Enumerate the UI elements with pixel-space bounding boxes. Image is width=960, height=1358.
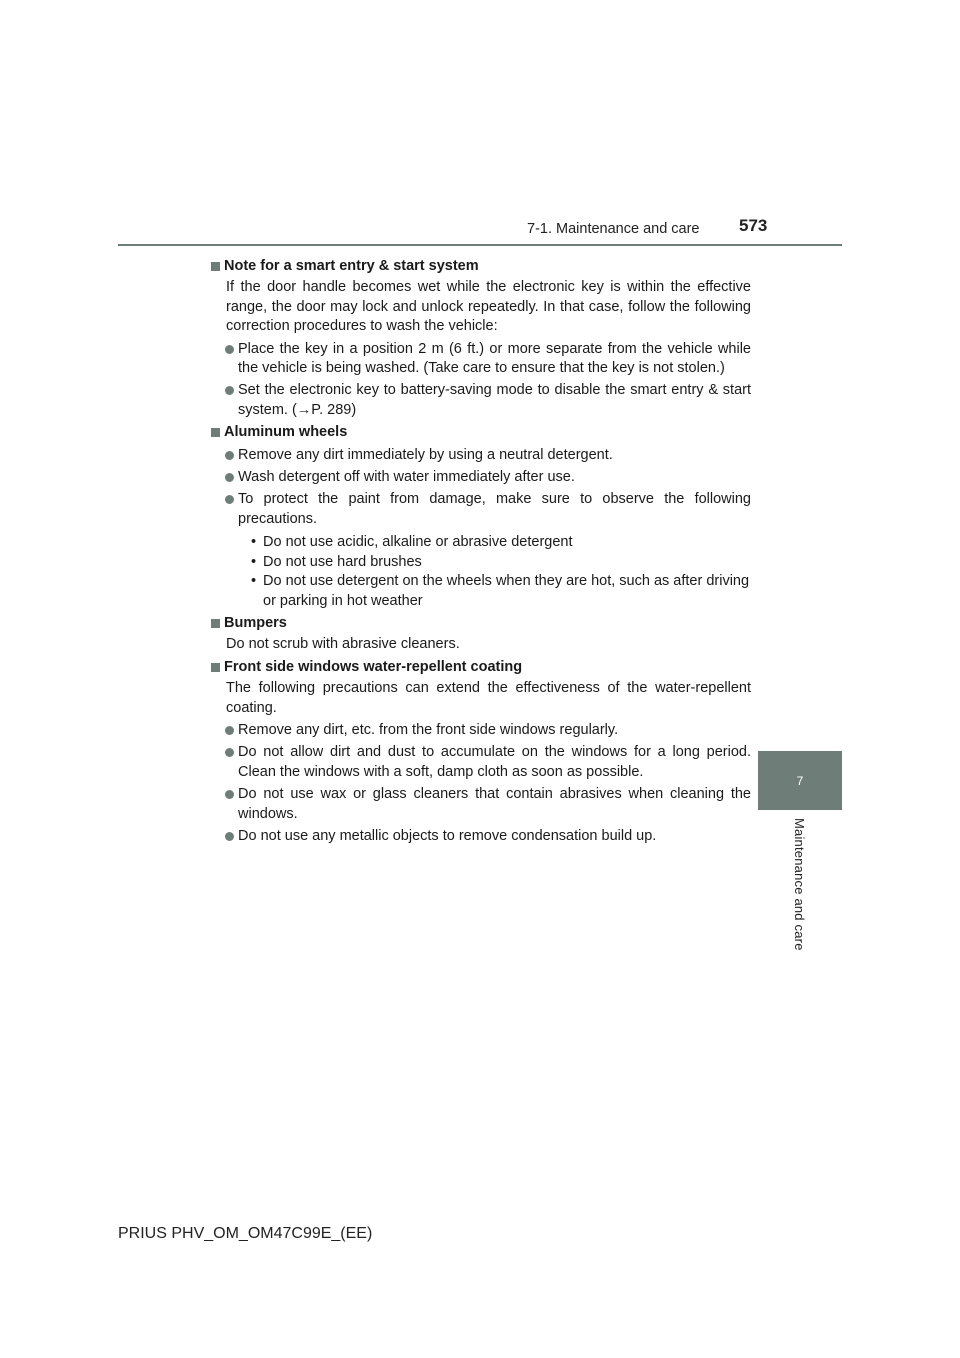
list-item: [211, 446, 751, 465]
section-text-bumpers: Do not scrub with abrasive cleaners.: [226, 636, 460, 653]
list-item-text: Do not use wax or glass cleaners that contain abrasives when cleaning the windows.: [238, 786, 751, 822]
section-intro-smart-entry: If the door handle becomes wet while the electronic key is within the effective range, the door may lock and unlock repeatedly. In that case, follow the following correction procedures to wash the vehicle:: [226, 279, 751, 335]
chapter-number: 7: [796, 773, 804, 788]
section-heading-bumpers: Bumpers: [211, 614, 751, 633]
section-intro-front-windows: The following precautions can extend the effectiveness of the water-repellent coating.: [226, 680, 751, 716]
bullet-dot-icon: [225, 473, 234, 482]
section-heading-front-windows: Front side windows water-repellent coating: [211, 658, 751, 677]
bullet-dot-icon: [225, 726, 234, 735]
list-item: [211, 743, 751, 782]
section-heading-smart-entry: Note for a smart entry & start system: [211, 257, 751, 276]
list-item: [211, 827, 751, 846]
list-item-text: Do not allow dirt and dust to accumulate on the windows for a long period. Clean the windows with a soft, damp cloth as soon as possible.: [238, 744, 751, 780]
list-item: [211, 490, 751, 529]
list-item: [211, 785, 751, 824]
sub-list-item: • Do not use hard brushes: [251, 553, 751, 572]
header-divider: [118, 244, 842, 246]
bullet-dot-icon: [225, 386, 234, 395]
page-number: 573: [739, 216, 768, 235]
bullet-dot-icon: [225, 345, 234, 354]
list-item-text: Remove any dirt immediately by using a neutral detergent.: [238, 446, 613, 463]
bullet-dot-icon: [225, 832, 234, 841]
list-item-text: Set the electronic key to battery-saving mode to disable the smart entry & start system. (→P. 289): [238, 382, 751, 418]
section-heading-aluminum-wheels: Aluminum wheels: [211, 423, 751, 442]
page-content: [211, 254, 751, 846]
bullet-dot-icon: [225, 451, 234, 460]
bullet-dot-icon: [225, 790, 234, 799]
sub-list: [211, 533, 751, 611]
list-item: [211, 381, 751, 420]
document-code: PRIUS PHV_OM_OM47C99E_(EE): [118, 1225, 373, 1242]
list-item: [211, 340, 751, 379]
header-section-title: 7-1. Maintenance and care: [527, 221, 700, 237]
chapter-label: Maintenance and care: [792, 818, 807, 951]
bullet-dot-icon: [225, 495, 234, 504]
list-item: [211, 721, 751, 740]
list-item-text: Do not use any metallic objects to remove condensation build up.: [238, 827, 657, 844]
list-item-text: Place the key in a position 2 m (6 ft.) or more separate from the vehicle while the vehicle is being washed. (Take care to ensure that the key is not stolen.): [238, 340, 751, 377]
list-item-text: Wash detergent off with water immediately after use.: [238, 469, 575, 486]
chapter-tab: [758, 751, 842, 810]
list-item-text: To protect the paint from damage, make sure to observe the following precautions.: [238, 491, 751, 527]
sub-list-item: • Do not use detergent on the wheels when they are hot, such as after driving or parking in hot weather: [251, 572, 751, 611]
bullet-dot-icon: [225, 748, 234, 757]
sub-list-item: • Do not use acidic, alkaline or abrasive detergent: [251, 533, 751, 552]
list-item-text: Remove any dirt, etc. from the front side windows regularly.: [238, 721, 619, 738]
list-item: [211, 468, 751, 487]
